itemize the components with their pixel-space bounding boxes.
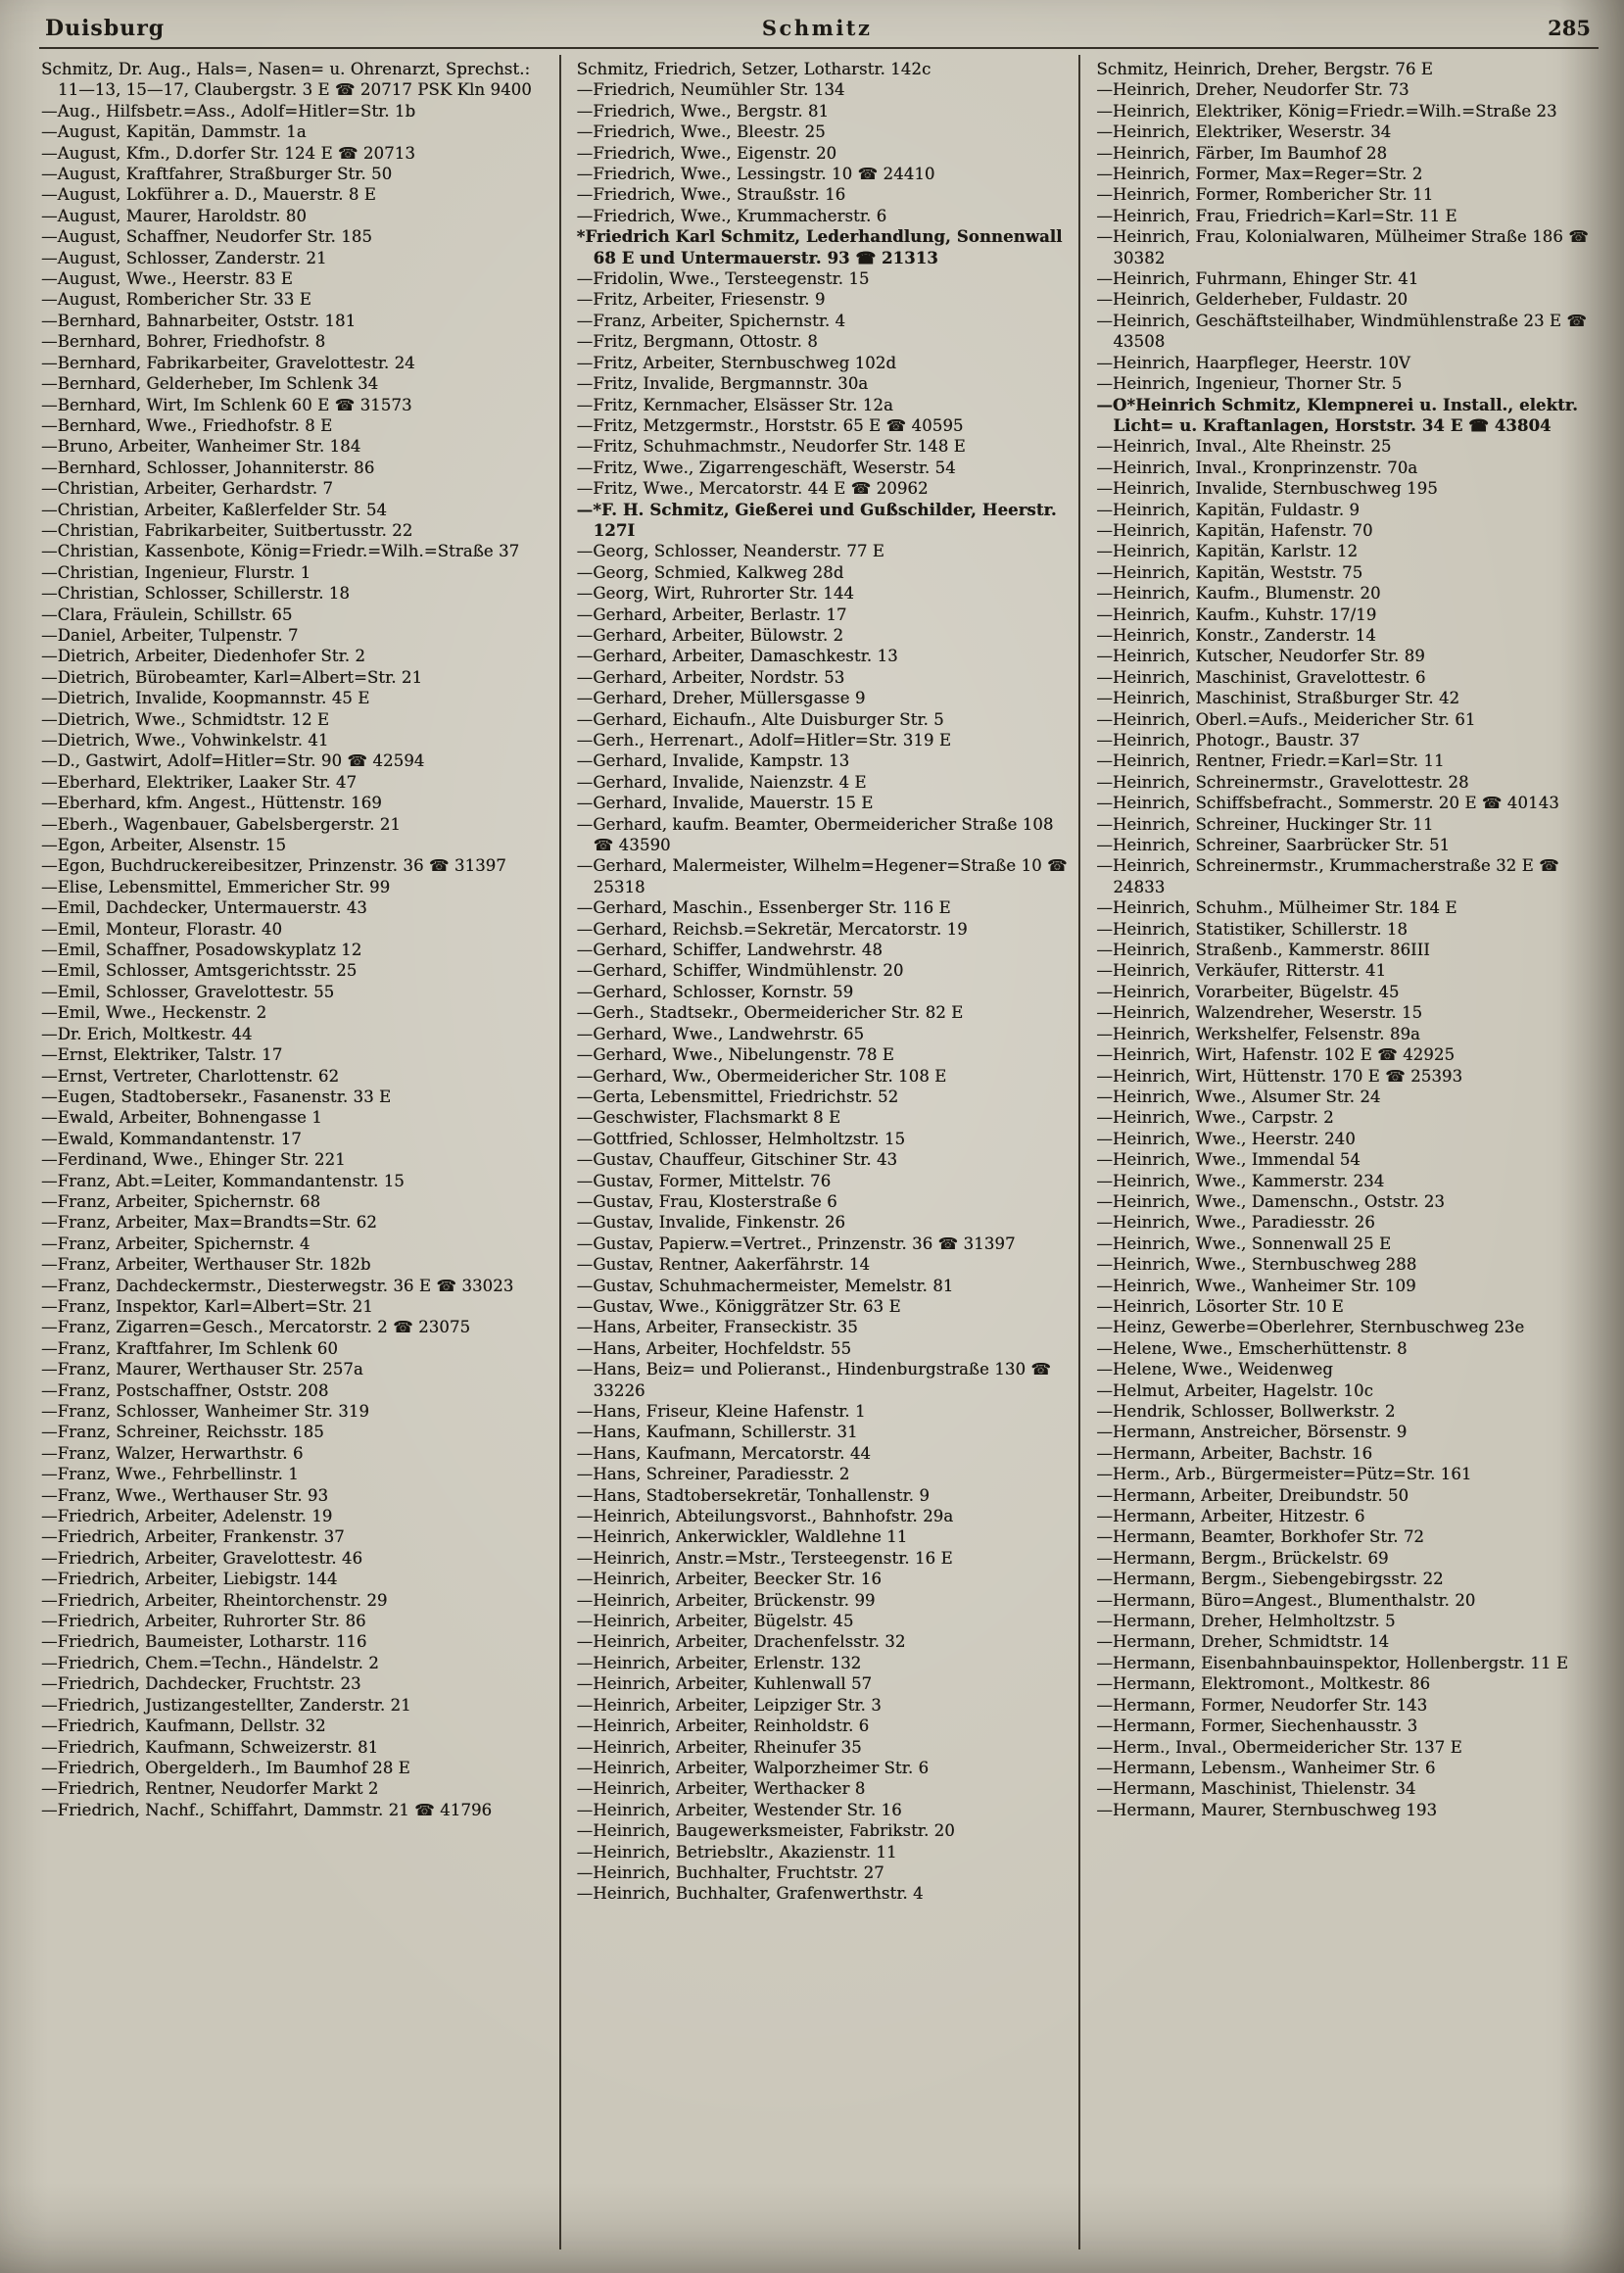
directory-entry: —Friedrich, Rentner, Neudorfer Markt 2 [41, 1779, 379, 1799]
directory-entry: —Franz, Dachdeckermstr., Diesterwegstr. 36 E ☎ 33023 [41, 1276, 514, 1295]
directory-entry: —Gerhard, Schlosser, Kornstr. 59 [576, 982, 854, 1001]
directory-entry: —Friedrich, Justizangestellter, Zanderstr. 21 [41, 1695, 411, 1715]
directory-entry: —Hermann, Elektromont., Moltkestr. 86 [1096, 1674, 1431, 1694]
directory-entry: —Christian, Schlosser, Schillerstr. 18 [41, 584, 351, 604]
directory-entry: —Gerh., Herrenart., Adolf=Hitler=Str. 319 E [576, 731, 952, 750]
directory-entry: —Friedrich, Arbeiter, Frankenstr. 37 [41, 1527, 345, 1547]
directory-entry: —Heinrich, Arbeiter, Reinholdstr. 6 [576, 1717, 870, 1736]
directory-entry: —Gerhard, Maschin., Essenberger Str. 116 E [576, 898, 951, 918]
directory-entry: —Gustav, Frau, Klosterstraße 6 [576, 1191, 837, 1211]
directory-entry: —Heinrich, Arbeiter, Beecker Str. 16 [576, 1570, 882, 1589]
directory-entry: —Friedrich, Obergelderh., Im Baumhof 28 E [41, 1758, 410, 1777]
directory-entry: —Heinrich, Walzendreher, Weserstr. 15 [1096, 1003, 1423, 1023]
directory-entry: —Geschwister, Flachsmarkt 8 E [576, 1108, 841, 1128]
directory-entry: —Fritz, Arbeiter, Sternbuschweg 102d [576, 353, 897, 372]
directory-column-2 [559, 55, 1079, 2249]
directory-entry: —Heinrich, Werkshelfer, Felsenstr. 89a [1096, 1024, 1420, 1043]
directory-entry: —Heinrich, Inval., Kronprinzenstr. 70a [1096, 458, 1418, 477]
directory-entry: —Gerhard, Invalide, Mauerstr. 15 E [576, 794, 874, 813]
directory-entry: —Heinrich, Arbeiter, Brückenstr. 99 [576, 1590, 876, 1610]
directory-entry: —Heinrich, Fuhrmann, Ehinger Str. 41 [1096, 269, 1419, 289]
directory-entry: —Gerhard, Schiffer, Landwehrstr. 48 [576, 941, 883, 960]
directory-entry: —Heinrich, Konstr., Zanderstr. 14 [1096, 625, 1376, 645]
directory-entry: —Heinrich, Kapitän, Weststr. 75 [1096, 562, 1363, 582]
directory-entry: —Helmut, Arbeiter, Hagelstr. 10c [1096, 1380, 1373, 1400]
directory-entry: —Hermann, Lebensm., Wanheimer Str. 6 [1096, 1758, 1436, 1777]
directory-entry: —Gottfried, Schlosser, Helmholtzstr. 15 [576, 1129, 906, 1148]
directory-entry: —Friedrich, Kaufmann, Dellstr. 32 [41, 1717, 326, 1736]
directory-entry: —Helene, Wwe., Weidenweg [1096, 1360, 1333, 1379]
directory-entry: —Gustav, Invalide, Finkenstr. 26 [576, 1213, 846, 1233]
directory-entry: —Gerhard, Malermeister, Wilhelm=Hegener=Straße 10 ☎ 25318 [576, 856, 1068, 896]
directory-entry: —Franz, Postschaffner, Oststr. 208 [41, 1380, 329, 1400]
directory-entry: —Hermann, Büro=Angest., Blumenthalstr. 20 [1096, 1590, 1476, 1610]
directory-entry: —Gerhard, Schiffer, Windmühlenstr. 20 [576, 961, 904, 981]
directory-entry: —Franz, Abt.=Leiter, Kommandantenstr. 15 [41, 1171, 405, 1190]
directory-entry: —Heinrich, Inval., Alte Rheinstr. 25 [1096, 437, 1392, 457]
directory-entry: —Fridolin, Wwe., Tersteegenstr. 15 [576, 269, 870, 289]
directory-entry: —Heinrich, Wirt, Hüttenstr. 170 E ☎ 25393 [1096, 1066, 1463, 1086]
directory-entry: —Dietrich, Wwe., Vohwinkelstr. 41 [41, 731, 329, 750]
directory-entry: —Fritz, Schuhmachmstr., Neudorfer Str. 148 E [576, 437, 966, 457]
directory-entry: —Heinrich, Kutscher, Neudorfer Str. 89 [1096, 647, 1425, 666]
directory-entry: —Gerhard, Invalide, Kampstr. 13 [576, 751, 850, 771]
directory-entry: —August, Lokführer a. D., Mauerstr. 8 E [41, 185, 376, 205]
directory-entry: —Fritz, Kernmacher, Elsässer Str. 12a [576, 395, 893, 414]
directory-entry: —Heinrich, Wwe., Wanheimer Str. 109 [1096, 1276, 1416, 1295]
directory-column-3 [1078, 55, 1599, 2249]
directory-entry: —Friedrich, Dachdecker, Fruchtstr. 23 [41, 1674, 361, 1694]
directory-entry: —Clara, Fräulein, Schillstr. 65 [41, 605, 293, 624]
directory-entry: —Friedrich, Nachf., Schiffahrt, Dammstr. 21 ☎ 41796 [41, 1800, 493, 1819]
directory-entry: —Gerhard, Reichsb.=Sekretär, Mercatorstr. 19 [576, 919, 968, 939]
directory-entry: —Emil, Schlosser, Amtsgerichtsstr. 25 [41, 961, 358, 981]
directory-entry: —Friedrich, Wwe., Eigenstr. 20 [576, 143, 837, 163]
directory-entry: —Gerhard, kaufm. Beamter, Obermeidericher Straße 108 ☎ 43590 [576, 814, 1054, 855]
directory-entry: —D., Gastwirt, Adolf=Hitler=Str. 90 ☎ 42594 [41, 751, 425, 771]
directory-entry: —Heinrich, Kapitän, Hafenstr. 70 [1096, 520, 1373, 540]
directory-entry: —Heinrich, Ankerwickler, Waldlehne 11 [576, 1527, 908, 1547]
directory-entry: —Heinrich, Haarpfleger, Heerstr. 10V [1096, 353, 1410, 372]
directory-entry: —Franz, Walzer, Herwarthstr. 6 [41, 1443, 304, 1463]
directory-entry: —Heinrich, Schreiner, Huckinger Str. 11 [1096, 814, 1434, 834]
directory-entry: —Heinrich, Betriebsltr., Akazienstr. 11 [576, 1842, 897, 1862]
directory-entry: —Franz, Schlosser, Wanheimer Str. 319 [41, 1402, 370, 1421]
directory-entry: —Hermann, Arbeiter, Dreibundstr. 50 [1096, 1485, 1409, 1505]
directory-entry: —Friedrich, Arbeiter, Gravelottestr. 46 [41, 1548, 363, 1568]
directory-entry: —Georg, Schmied, Kalkweg 28d [576, 562, 844, 582]
directory-entry: —Christian, Kassenbote, König=Friedr.=Wilh.=Straße 37 [41, 542, 520, 561]
directory-entry: —Heinrich, Wwe., Damenschn., Oststr. 23 [1096, 1191, 1445, 1211]
directory-entry: —Egon, Buchdruckereibesitzer, Prinzenstr. 36 ☎ 31397 [41, 856, 506, 876]
directory-entry: —Hans, Friseur, Kleine Hafenstr. 1 [576, 1402, 866, 1421]
directory-entry: —Gerhard, Arbeiter, Nordstr. 53 [576, 667, 845, 687]
directory-entry: —Hermann, Bergm., Brückelstr. 69 [1096, 1548, 1389, 1568]
directory-entry: —Friedrich, Neumühler Str. 134 [576, 80, 845, 100]
directory-entry: —Gustav, Papierw.=Vertret., Prinzenstr. 36 ☎ 31397 [576, 1233, 1016, 1253]
directory-entry: —Hermann, Maurer, Sternbuschweg 193 [1096, 1800, 1438, 1819]
directory-entry: —Heinrich, Gelderheber, Fuldastr. 20 [1096, 290, 1409, 310]
directory-entry: —Hermann, Former, Neudorfer Str. 143 [1096, 1695, 1428, 1715]
directory-entry: —Egon, Arbeiter, Alsenstr. 15 [41, 836, 287, 855]
directory-entry: —Emil, Schaffner, Posadowskyplatz 12 [41, 941, 362, 960]
running-head-city: Duisburg [45, 16, 166, 41]
directory-entry: —Fritz, Wwe., Zigarrengeschäft, Weserstr. 54 [576, 458, 956, 477]
directory-entry: —Heinz, Gewerbe=Oberlehrer, Sternbuschweg 23e [1096, 1318, 1525, 1337]
directory-entry: —Friedrich, Baumeister, Lotharstr. 116 [41, 1632, 367, 1652]
directory-entry: —August, Maurer, Haroldstr. 80 [41, 206, 307, 225]
directory-entry: —Heinrich, Arbeiter, Bügelstr. 45 [576, 1612, 854, 1631]
directory-entry: —Heinrich, Oberl.=Aufs., Meidericher Str. 61 [1096, 709, 1476, 729]
directory-entry: —Heinrich, Abteilungsvorst., Bahnhofstr. 29a [576, 1507, 954, 1526]
directory-entry: —Heinrich, Buchhalter, Grafenwerthstr. 4 [576, 1884, 924, 1904]
directory-entry: —Hermann, Former, Siechenhausstr. 3 [1096, 1717, 1418, 1736]
directory-entry: —Eugen, Stadtobersekr., Fasanenstr. 33 E [41, 1087, 392, 1106]
directory-entry: —Franz, Schreiner, Reichsstr. 185 [41, 1423, 324, 1442]
directory-entry: —Gerhard, Eichaufn., Alte Duisburger Str. 5 [576, 709, 944, 729]
directory-entry: —August, Schaffner, Neudorfer Str. 185 [41, 227, 373, 247]
directory-entry: —Helene, Wwe., Emscherhüttenstr. 8 [1096, 1338, 1408, 1358]
directory-entry: —Heinrich, Photogr., Baustr. 37 [1096, 731, 1361, 750]
directory-entry: —Heinrich, Schreinermstr., Krummacherstraße 32 E ☎ 24833 [1096, 856, 1559, 896]
directory-entry: —Bernhard, Gelderheber, Im Schlenk 34 [41, 374, 379, 394]
directory-entry: —Fritz, Metzgermstr., Horststr. 65 E ☎ 40595 [576, 415, 964, 435]
directory-entry: —Ferdinand, Wwe., Ehinger Str. 221 [41, 1150, 346, 1170]
directory-entry: —Hermann, Dreher, Schmidtstr. 14 [1096, 1632, 1390, 1652]
directory-entry: —Heinrich, Schreinermstr., Gravelottestr. 28 [1096, 772, 1469, 792]
directory-entry: —Gustav, Chauffeur, Gitschiner Str. 43 [576, 1150, 898, 1170]
directory-entry: —Heinrich, Frau, Friedrich=Karl=Str. 11 E [1096, 206, 1457, 225]
directory-entry: —Bernhard, Schlosser, Johanniterstr. 86 [41, 458, 375, 477]
directory-columns [39, 55, 1599, 2249]
directory-entry: —Eberh., Wagenbauer, Gabelsbergerstr. 21 [41, 814, 401, 834]
directory-entry: —Dietrich, Invalide, Koopmannstr. 45 E [41, 689, 370, 708]
directory-entry: —Heinrich, Former, Max=Reger=Str. 2 [1096, 165, 1423, 184]
directory-entry: —Emil, Dachdecker, Untermauerstr. 43 [41, 898, 367, 918]
directory-entry: —Friedrich, Wwe., Straußstr. 16 [576, 185, 846, 205]
directory-entry: —Daniel, Arbeiter, Tulpenstr. 7 [41, 625, 299, 645]
directory-entry: —Heinrich, Wwe., Paradiesstr. 26 [1096, 1213, 1375, 1233]
directory-entry: Schmitz, Heinrich, Dreher, Bergstr. 76 E [1096, 60, 1433, 78]
directory-entry: —Dr. Erich, Moltkestr. 44 [41, 1024, 253, 1043]
directory-entry: —Dietrich, Arbeiter, Diedenhofer Str. 2 [41, 647, 365, 666]
directory-entry: —Heinrich, Kapitän, Fuldastr. 9 [1096, 500, 1361, 519]
directory-entry: —Christian, Arbeiter, Kaßlerfelder Str. 54 [41, 500, 388, 519]
directory-entry: —Hermann, Dreher, Helmholtzstr. 5 [1096, 1612, 1396, 1631]
directory-entry: —Franz, Arbeiter, Spichernstr. 4 [576, 311, 846, 330]
directory-entry: —Heinrich, Wwe., Sonnenwall 25 E [1096, 1233, 1392, 1253]
directory-entry: —Bernhard, Wirt, Im Schlenk 60 E ☎ 31573 [41, 395, 412, 414]
directory-entry: —Gerta, Lebensmittel, Friedrichstr. 52 [576, 1087, 899, 1106]
directory-entry: —Heinrich, Wwe., Sternbuschweg 288 [1096, 1255, 1417, 1275]
directory-entry: —Heinrich, Wwe., Heerstr. 240 [1096, 1129, 1356, 1148]
directory-entry: —Christian, Arbeiter, Gerhardstr. 7 [41, 479, 334, 499]
directory-entry: —Christian, Ingenieur, Flurstr. 1 [41, 562, 311, 582]
directory-entry: —Emil, Wwe., Heckenstr. 2 [41, 1003, 267, 1023]
directory-entry: —August, Kapitän, Dammstr. 1a [41, 122, 307, 142]
directory-entry: —Emil, Schlosser, Gravelottestr. 55 [41, 982, 335, 1001]
directory-entry: —Heinrich, Arbeiter, Westender Str. 16 [576, 1800, 902, 1819]
directory-entry: —Franz, Kraftfahrer, Im Schlenk 60 [41, 1338, 338, 1358]
running-head-surname: Schmitz [761, 16, 873, 40]
directory-entry: —Heinrich, Arbeiter, Erlenstr. 132 [576, 1653, 862, 1672]
directory-entry: —Georg, Wirt, Ruhrorter Str. 144 [576, 584, 855, 604]
directory-entry: —Gustav, Wwe., Königgrätzer Str. 63 E [576, 1296, 901, 1316]
directory-entry: —August, Rombericher Str. 33 E [41, 290, 311, 310]
directory-entry: —Heinrich, Wwe., Carpstr. 2 [1096, 1108, 1334, 1128]
directory-entry: —Hermann, Arbeiter, Bachstr. 16 [1096, 1443, 1373, 1463]
directory-entry: —Dietrich, Bürobeamter, Karl=Albert=Str. 21 [41, 667, 423, 687]
directory-entry: —Bernhard, Fabrikarbeiter, Gravelottestr. 24 [41, 353, 415, 372]
directory-entry: —Friedrich, Arbeiter, Adelenstr. 19 [41, 1507, 333, 1526]
directory-entry: —Ernst, Elektriker, Talstr. 17 [41, 1045, 283, 1065]
directory-entry: —Hans, Schreiner, Paradiesstr. 2 [576, 1465, 850, 1484]
directory-entry: —Heinrich, Arbeiter, Drachenfelsstr. 32 [576, 1632, 906, 1652]
directory-entry: —Ewald, Kommandantenstr. 17 [41, 1129, 302, 1148]
directory-entry: —Heinrich, Arbeiter, Rheinufer 35 [576, 1737, 862, 1757]
directory-entry: —Friedrich, Kaufmann, Schweizerstr. 81 [41, 1737, 379, 1757]
directory-entry: —Heinrich, Wirt, Hafenstr. 102 E ☎ 42925 [1096, 1045, 1456, 1065]
directory-entry: —Heinrich, Wwe., Alsumer Str. 24 [1096, 1087, 1381, 1106]
directory-entry: —Gerhard, Invalide, Naienzstr. 4 E [576, 772, 867, 792]
directory-entry: —Hendrik, Schlosser, Bollwerkstr. 2 [1096, 1402, 1396, 1421]
directory-entry: —Gustav, Former, Mittelstr. 76 [576, 1171, 832, 1190]
directory-entry: —Heinrich, Dreher, Neudorfer Str. 73 [1096, 80, 1409, 100]
directory-entry: —Hermann, Bergm., Siebengebirgsstr. 22 [1096, 1570, 1444, 1589]
directory-entry: —Hans, Stadtobersekretär, Tonhallenstr. 9 [576, 1485, 930, 1505]
directory-entry: —Gerhard, Arbeiter, Damaschkestr. 13 [576, 647, 898, 666]
directory-entry: —Hans, Arbeiter, Hochfeldstr. 55 [576, 1338, 852, 1358]
directory-entry: —O*Heinrich Schmitz, Klempnerei u. Install., elektr. Licht= u. Kraftanlagen, Horststr. 34 E ☎ 43804 [1096, 395, 1578, 435]
directory-entry: Schmitz, Friedrich, Setzer, Lotharstr. 142c [576, 60, 931, 78]
directory-entry: —Heinrich, Maschinist, Gravelottestr. 6 [1096, 667, 1426, 687]
directory-entry: —August, Wwe., Heerstr. 83 E [41, 269, 293, 289]
directory-entry: —Herm., Arb., Bürgermeister=Pütz=Str. 161 [1096, 1465, 1472, 1484]
directory-entry: —Emil, Monteur, Florastr. 40 [41, 919, 283, 939]
directory-entry: —August, Schlosser, Zanderstr. 21 [41, 248, 327, 267]
directory-entry: —Gerhard, Wwe., Landwehrstr. 65 [576, 1024, 865, 1043]
directory-entry: —Friedrich, Wwe., Bergstr. 81 [576, 101, 830, 121]
directory-entry: —Gerhard, Arbeiter, Berlastr. 17 [576, 605, 847, 624]
directory-entry: —Dietrich, Wwe., Schmidtstr. 12 E [41, 709, 330, 729]
directory-entry: —Heinrich, Wwe., Kammerstr. 234 [1096, 1171, 1385, 1190]
directory-entry: —Gerhard, Ww., Obermeidericher Str. 108 E [576, 1066, 947, 1086]
directory-entry: —Hans, Beiz= und Polieranst., Hindenburgstraße 130 ☎ 33226 [576, 1360, 1052, 1400]
directory-entry: —Heinrich, Frau, Kolonialwaren, Mülheimer Straße 186 ☎ 30382 [1096, 227, 1589, 267]
directory-entry: —Gerh., Stadtsekr., Obermeidericher Str. 82 E [576, 1003, 964, 1023]
directory-entry: —Aug., Hilfsbetr.=Ass., Adolf=Hitler=Str. 1b [41, 101, 416, 121]
directory-entry: —Gerhard, Arbeiter, Bülowstr. 2 [576, 625, 844, 645]
directory-entry: —Heinrich, Vorarbeiter, Bügelstr. 45 [1096, 982, 1400, 1001]
directory-entry: —Hans, Kaufmann, Schillerstr. 31 [576, 1423, 858, 1442]
directory-entry: —Fritz, Arbeiter, Friesenstr. 9 [576, 290, 826, 310]
directory-entry: Schmitz, Dr. Aug., Hals=, Nasen= u. Ohrenarzt, Sprechst.: 11—13, 15—17, Claubergstr. 3 E ☎ 20717 PSK Kln 9400 [41, 60, 532, 100]
directory-entry: —Heinrich, Lösorter Str. 10 E [1096, 1296, 1344, 1316]
directory-entry: —Franz, Arbeiter, Spichernstr. 4 [41, 1233, 310, 1253]
directory-entry: —Fritz, Bergmann, Ottostr. 8 [576, 332, 818, 352]
directory-entry: —Friedrich, Arbeiter, Ruhrorter Str. 86 [41, 1612, 366, 1631]
directory-entry: —Friedrich, Arbeiter, Rheintorchenstr. 29 [41, 1590, 388, 1610]
directory-entry: —Heinrich, Schiffsbefracht., Sommerstr. 20 E ☎ 40143 [1096, 794, 1559, 813]
directory-entry: —Friedrich, Wwe., Lessingstr. 10 ☎ 24410 [576, 165, 935, 184]
directory-entry: —Gerhard, Wwe., Nibelungenstr. 78 E [576, 1045, 894, 1065]
directory-entry: —Heinrich, Färber, Im Baumhof 28 [1096, 143, 1388, 163]
page-number: 285 [1548, 16, 1591, 40]
directory-entry: —Hermann, Beamter, Borkhofer Str. 72 [1096, 1527, 1425, 1547]
directory-entry: —Heinrich, Arbeiter, Walporzheimer Str. 6 [576, 1758, 930, 1777]
directory-entry: *Friedrich Karl Schmitz, Lederhandlung, Sonnenwall 68 E und Untermauerstr. 93 ☎ 21313 [576, 227, 1063, 267]
directory-entry: —Hermann, Eisenbahnbauinspektor, Hollenbergstr. 11 E [1096, 1653, 1568, 1672]
directory-entry: —Heinrich, Rentner, Friedr.=Karl=Str. 11 [1096, 751, 1445, 771]
directory-entry: —Hermann, Anstreicher, Börsenstr. 9 [1096, 1423, 1408, 1442]
directory-entry: —Friedrich, Chem.=Techn., Händelstr. 2 [41, 1653, 379, 1672]
directory-entry: —Heinrich, Wwe., Immendal 54 [1096, 1150, 1361, 1170]
directory-entry: —Franz, Zigarren=Gesch., Mercatorstr. 2 ☎ 23075 [41, 1318, 471, 1337]
directory-entry: —Heinrich, Kaufm., Kuhstr. 17/19 [1096, 605, 1377, 624]
directory-entry: —Ewald, Arbeiter, Bohnengasse 1 [41, 1108, 322, 1128]
directory-entry: —Friedrich, Wwe., Bleestr. 25 [576, 122, 826, 142]
directory-entry: —Franz, Inspektor, Karl=Albert=Str. 21 [41, 1296, 373, 1316]
directory-entry: —Fritz, Invalide, Bergmannstr. 30a [576, 374, 869, 394]
directory-entry: —Franz, Arbeiter, Max=Brandts=Str. 62 [41, 1213, 377, 1233]
directory-entry: —Bernhard, Bahnarbeiter, Oststr. 181 [41, 311, 357, 330]
directory-entry: —*F. H. Schmitz, Gießerei und Gußschilder, Heerstr. 127I [576, 500, 1057, 540]
directory-entry: —Heinrich, Arbeiter, Kuhlenwall 57 [576, 1674, 873, 1694]
directory-entry: —Heinrich, Former, Rombericher Str. 11 [1096, 185, 1434, 205]
directory-column-1 [39, 55, 559, 2249]
directory-entry: —Hermann, Maschinist, Thielenstr. 34 [1096, 1779, 1416, 1799]
directory-entry: —Heinrich, Schreiner, Saarbrücker Str. 51 [1096, 836, 1451, 855]
directory-entry: —Bruno, Arbeiter, Wanheimer Str. 184 [41, 437, 361, 457]
directory-entry: —Heinrich, Invalide, Sternbuschweg 195 [1096, 479, 1438, 499]
directory-entry: —Hans, Kaufmann, Mercatorstr. 44 [576, 1443, 872, 1463]
directory-entry: —Herm., Inval., Obermeidericher Str. 137 E [1096, 1737, 1462, 1757]
directory-entry: —Hermann, Arbeiter, Hitzestr. 6 [1096, 1507, 1365, 1526]
directory-entry: —Heinrich, Arbeiter, Leipziger Str. 3 [576, 1695, 882, 1715]
directory-entry: —August, Kraftfahrer, Straßburger Str. 50 [41, 165, 393, 184]
directory-entry: —Heinrich, Statistiker, Schillerstr. 18 [1096, 919, 1409, 939]
directory-entry: —Heinrich, Schuhm., Mülheimer Str. 184 E [1096, 898, 1457, 918]
directory-entry: —Bernhard, Bohrer, Friedhofstr. 8 [41, 332, 326, 352]
directory-entry: —Heinrich, Verkäufer, Ritterstr. 41 [1096, 961, 1387, 981]
directory-entry: —Georg, Schlosser, Neanderstr. 77 E [576, 542, 884, 561]
directory-entry: —Heinrich, Anstr.=Mstr., Tersteegenstr. 16 E [576, 1548, 953, 1568]
directory-entry: —Heinrich, Straßenb., Kammerstr. 86III [1096, 941, 1430, 960]
directory-entry: —Friedrich, Wwe., Krummacherstr. 6 [576, 206, 887, 225]
directory-entry: —Elise, Lebensmittel, Emmericher Str. 99 [41, 877, 391, 896]
directory-entry: —Franz, Arbeiter, Werthauser Str. 182b [41, 1255, 371, 1275]
directory-entry: —August, Kfm., D.dorfer Str. 124 E ☎ 20713 [41, 143, 415, 163]
directory-entry: —Heinrich, Elektriker, Weserstr. 34 [1096, 122, 1392, 142]
directory-entry: —Heinrich, Kaufm., Blumenstr. 20 [1096, 584, 1381, 604]
directory-entry: —Bernhard, Wwe., Friedhofstr. 8 E [41, 415, 333, 435]
directory-entry: —Gustav, Rentner, Aakerfährstr. 14 [576, 1255, 871, 1275]
directory-entry: —Franz, Maurer, Werthauser Str. 257a [41, 1360, 363, 1379]
directory-entry: —Eberhard, kfm. Angest., Hüttenstr. 169 [41, 794, 382, 813]
directory-entry: —Gustav, Schuhmachermeister, Memelstr. 81 [576, 1276, 954, 1295]
directory-entry: —Fritz, Wwe., Mercatorstr. 44 E ☎ 20962 [576, 479, 929, 499]
directory-entry: —Heinrich, Ingenieur, Thorner Str. 5 [1096, 374, 1403, 394]
directory-entry: —Gerhard, Dreher, Müllersgasse 9 [576, 689, 866, 708]
directory-entry: —Heinrich, Kapitän, Karlstr. 12 [1096, 542, 1359, 561]
directory-entry: —Eberhard, Elektriker, Laaker Str. 47 [41, 772, 358, 792]
directory-entry: —Heinrich, Geschäftsteilhaber, Windmühlenstraße 23 E ☎ 43508 [1096, 311, 1588, 352]
directory-entry: —Heinrich, Arbeiter, Werthacker 8 [576, 1779, 866, 1799]
directory-entry: —Friedrich, Arbeiter, Liebigstr. 144 [41, 1570, 338, 1589]
directory-entry: —Christian, Fabrikarbeiter, Suitbertusstr. 22 [41, 520, 413, 540]
page-header [39, 14, 1599, 49]
directory-entry: —Heinrich, Maschinist, Straßburger Str. 42 [1096, 689, 1460, 708]
directory-entry: —Heinrich, Elektriker, König=Friedr.=Wilh.=Straße 23 [1096, 101, 1557, 121]
directory-entry: —Franz, Wwe., Fehrbellinstr. 1 [41, 1465, 299, 1484]
directory-entry: —Hans, Arbeiter, Franseckistr. 35 [576, 1318, 858, 1337]
directory-entry: —Franz, Wwe., Werthauser Str. 93 [41, 1485, 329, 1505]
directory-entry: —Heinrich, Buchhalter, Fruchtstr. 27 [576, 1862, 884, 1882]
directory-entry: —Ernst, Vertreter, Charlottenstr. 62 [41, 1066, 340, 1086]
directory-entry: —Heinrich, Baugewerksmeister, Fabrikstr. 20 [576, 1821, 955, 1841]
directory-entry: —Franz, Arbeiter, Spichernstr. 68 [41, 1191, 321, 1211]
